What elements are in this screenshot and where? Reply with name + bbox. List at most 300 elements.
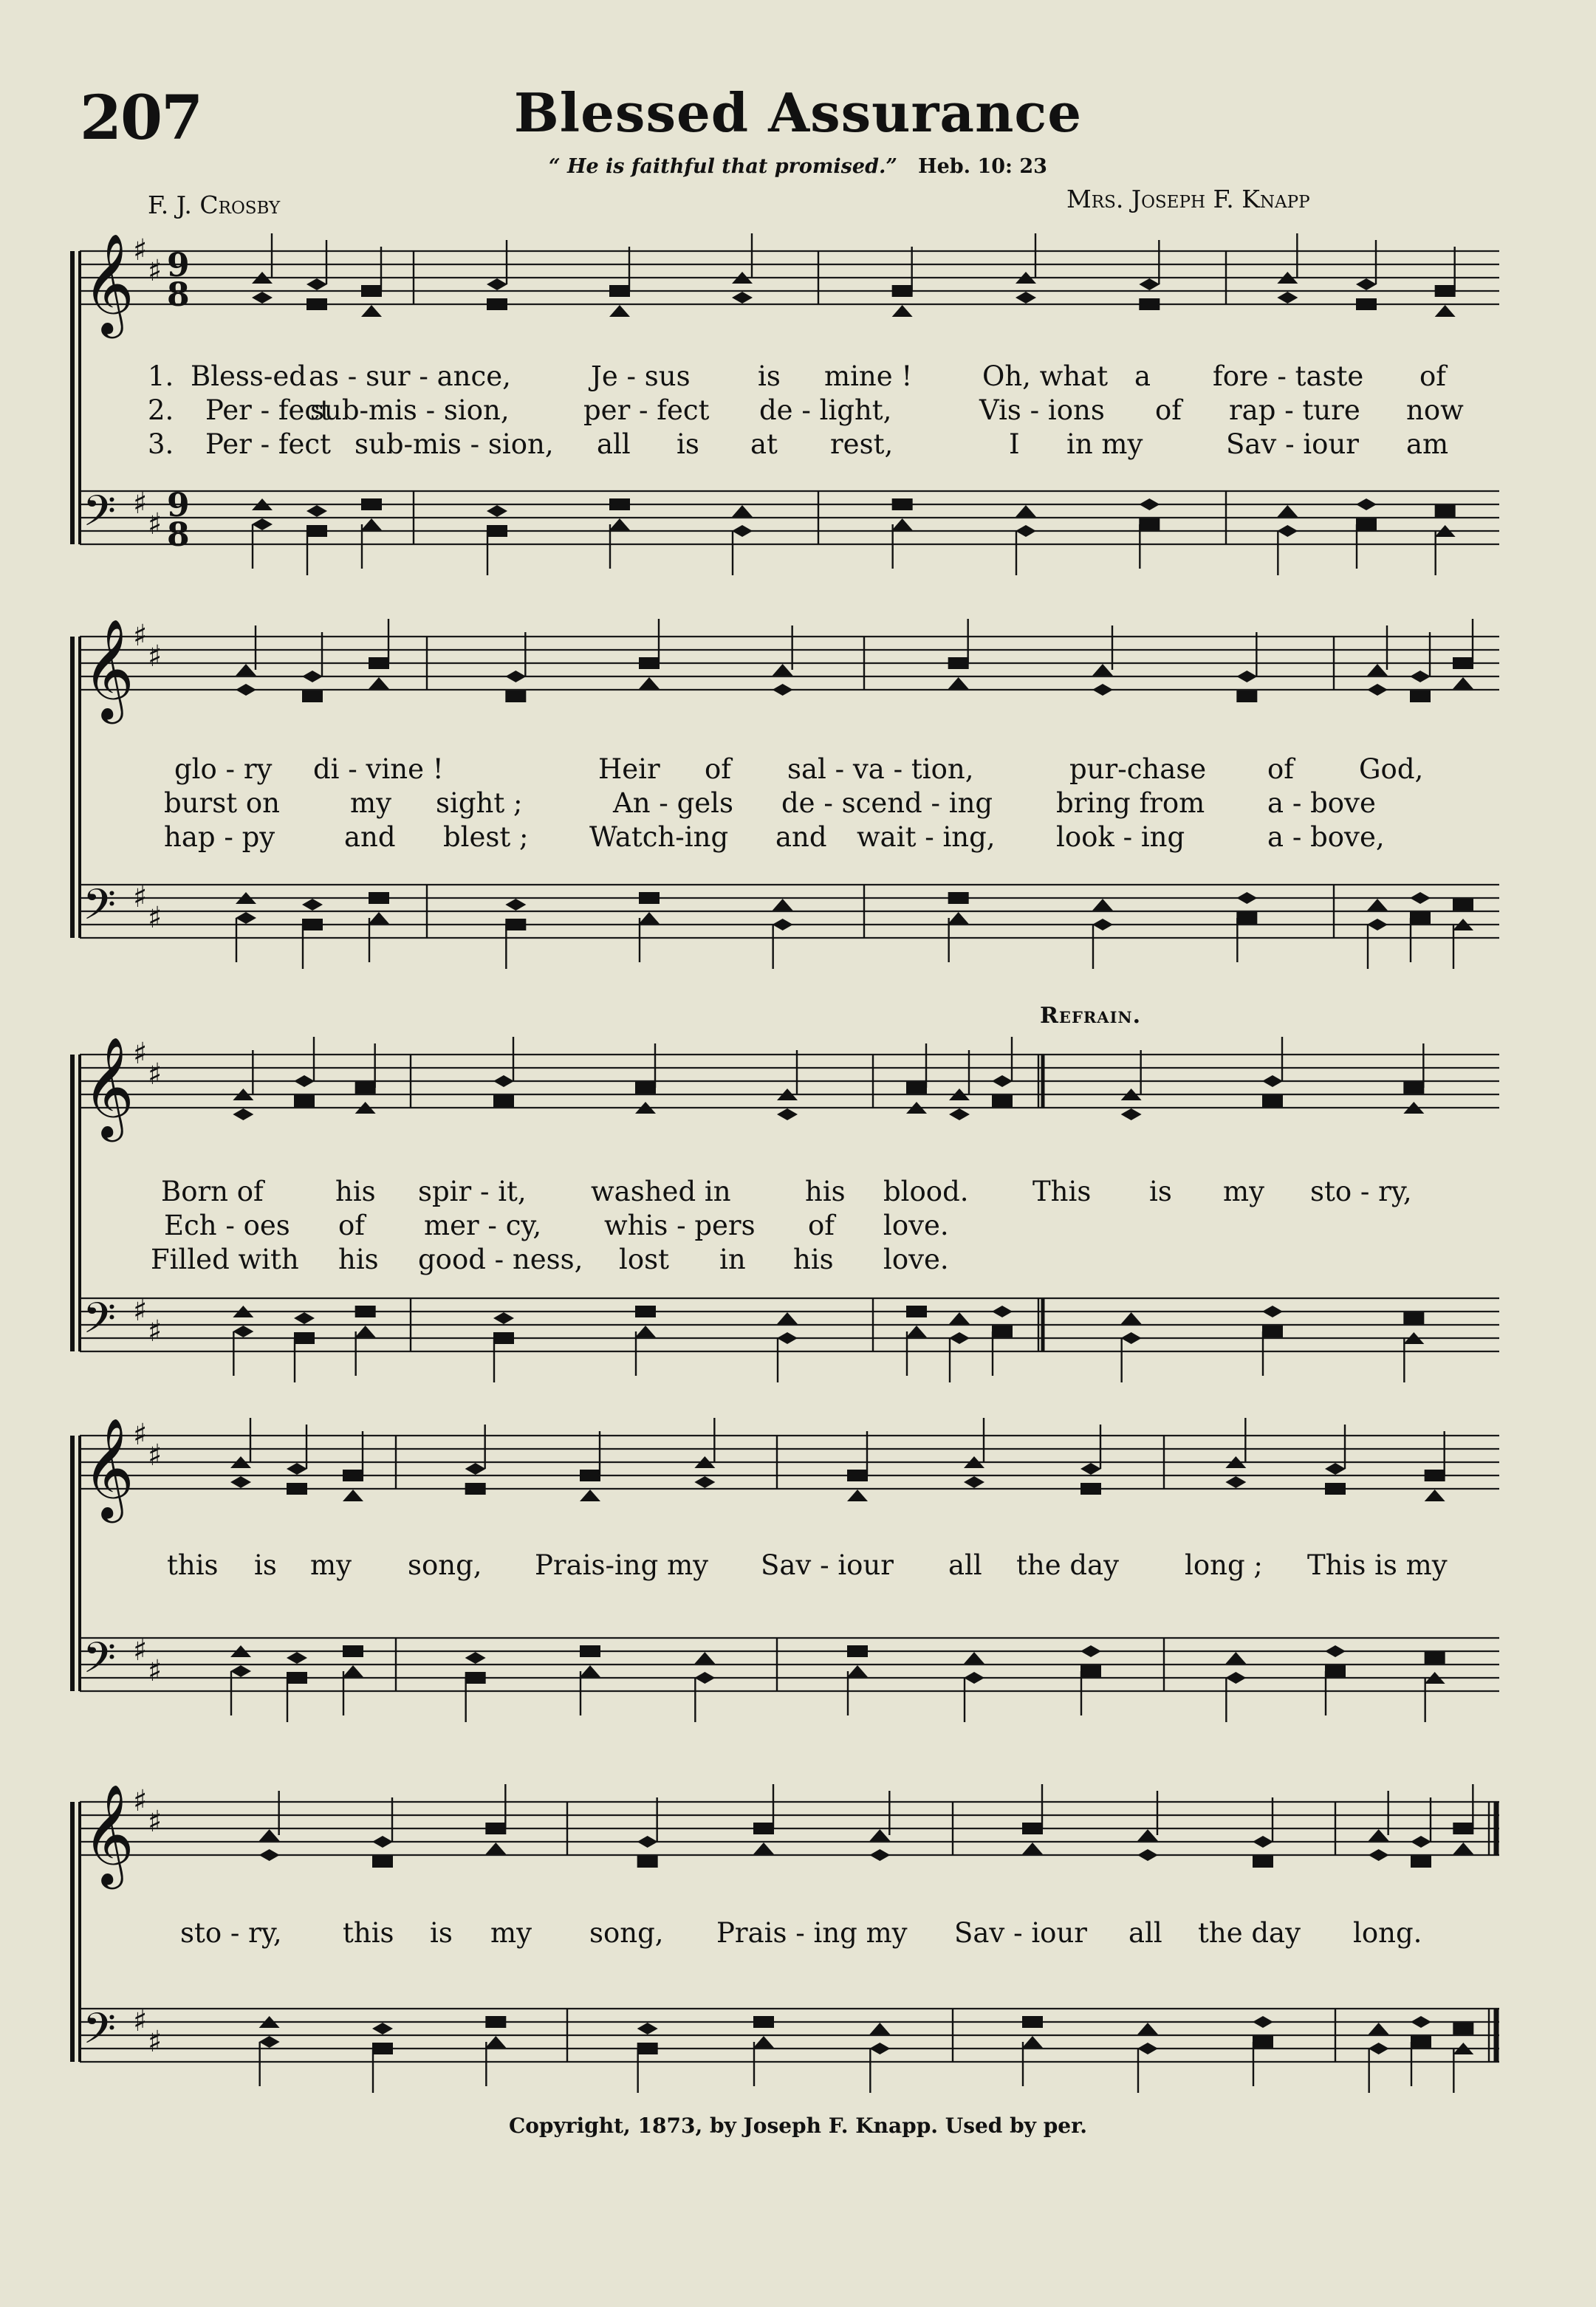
note-head (1253, 2016, 1273, 2028)
note-head (637, 2023, 658, 2035)
note-head (1411, 2016, 1431, 2028)
note-head (1356, 298, 1377, 310)
note-head (294, 1312, 315, 1324)
note-head (1356, 518, 1377, 530)
sharp-icon: ♯ (133, 1037, 148, 1071)
lyric-syllable: mer - cy, (424, 1210, 542, 1241)
note-head (906, 1306, 927, 1317)
note-head (1236, 892, 1257, 904)
lyric-syllable: of (338, 1210, 365, 1241)
lyric-syllable: the day (1016, 1549, 1120, 1581)
note-head (485, 1823, 506, 1834)
note-head (609, 305, 630, 317)
bass-clef-icon: 𝄢 (83, 2003, 117, 2064)
lyric-syllable: blood. (883, 1176, 969, 1207)
note-head (287, 1463, 307, 1475)
note-head (1225, 1672, 1246, 1684)
sharp-icon: ♯ (148, 2025, 162, 2059)
lyric-syllable: all (1128, 1917, 1162, 1949)
sharp-icon: ♯ (148, 507, 162, 541)
lyric-syllable: di - vine ! (313, 753, 444, 785)
note-head (753, 1842, 774, 1854)
note-head (992, 1095, 1013, 1107)
note-head (1092, 684, 1113, 696)
note-head (892, 285, 913, 297)
note-head (233, 1326, 253, 1337)
hymn-number: 207 (80, 83, 202, 154)
sharp-icon: ♯ (148, 640, 162, 673)
note-head (1325, 1665, 1346, 1677)
lyric-syllable: This is my (1307, 1549, 1448, 1581)
note-head (869, 2043, 890, 2054)
lyric-syllable: his (338, 1244, 379, 1275)
note-head (948, 677, 969, 689)
note-head (1367, 664, 1388, 676)
note-head (732, 292, 753, 304)
note-head (236, 664, 256, 676)
note-head (948, 657, 969, 669)
note-head (355, 1326, 376, 1337)
lyric-syllable: This (1032, 1176, 1092, 1207)
sharp-icon: ♯ (148, 901, 162, 935)
lyric-syllable: look - ing (1056, 821, 1185, 853)
note-head (609, 498, 630, 510)
lyric-syllable: a - bove (1267, 787, 1376, 819)
note-head (637, 1836, 658, 1848)
note-head (892, 498, 913, 510)
note-head (294, 1095, 315, 1107)
note-head (1016, 505, 1036, 517)
lyric-syllable: am (1406, 428, 1449, 460)
note-head (369, 657, 389, 669)
note-head (306, 505, 327, 517)
note-head (1367, 899, 1388, 911)
note-head (372, 2043, 393, 2054)
sharp-icon: ♯ (133, 880, 148, 914)
verse-number: 2. (148, 394, 174, 426)
bass-clef-icon: 𝄢 (83, 486, 117, 546)
note-head (732, 505, 753, 517)
note-head (465, 1463, 486, 1475)
note-head (1369, 2043, 1389, 2054)
note-head (580, 1470, 600, 1481)
note-head (639, 677, 660, 689)
lyric-syllable: blest ; (443, 821, 529, 853)
lyric-syllable: long. (1353, 1917, 1422, 1949)
note-head (287, 1672, 307, 1684)
note-head (1369, 2023, 1389, 2035)
note-head (753, 2016, 774, 2028)
lyricist-credit: F. J. Crosby (148, 191, 281, 219)
epigraph-quote: “ He is faithful that promised.” (549, 155, 897, 178)
note-head (1435, 505, 1456, 517)
lyric-syllable: Je - sus (591, 360, 691, 392)
lyric-syllable: Born of (161, 1176, 264, 1207)
note-head (892, 305, 913, 317)
note-head (1410, 892, 1431, 904)
note-head (1080, 1665, 1101, 1677)
note-head (1425, 1470, 1445, 1481)
note-head (1139, 298, 1160, 310)
note-head (1277, 505, 1298, 517)
note-head (1325, 1463, 1346, 1475)
note-head (1253, 1856, 1273, 1868)
lyric-syllable: his (793, 1244, 834, 1275)
note-head (1403, 1082, 1424, 1094)
note-head (361, 518, 382, 530)
treble-clef-icon: 𝄞 (83, 1416, 134, 1518)
note-head (493, 1332, 514, 1344)
note-head (1139, 278, 1160, 290)
lyric-syllable: Prais - ing my (716, 1917, 908, 1949)
note-head (1453, 657, 1473, 669)
note-head (1425, 1652, 1445, 1664)
lyric-syllable: Ech - oes (164, 1210, 290, 1241)
note-head (992, 1075, 1013, 1087)
lyric-syllable: Sav - iour (954, 1917, 1087, 1949)
note-head (635, 1082, 656, 1094)
note-head (777, 1332, 798, 1344)
note-head (302, 671, 323, 682)
lyric-syllable: love. (883, 1210, 949, 1241)
lyric-syllable: sto - ry, (180, 1917, 282, 1949)
sharp-icon: ♯ (148, 254, 162, 288)
note-head (306, 278, 327, 290)
lyric-syllable: per - fect (583, 394, 710, 426)
lyric-syllable: in my (1066, 428, 1143, 460)
lyric-syllable: song, (589, 1917, 664, 1949)
note-head (252, 518, 273, 530)
treble-clef-icon: 𝄞 (83, 1783, 134, 1885)
note-head (639, 892, 660, 904)
lyric-syllable: Sav - iour (761, 1549, 894, 1581)
note-head (964, 1652, 984, 1664)
sharp-icon: ♯ (148, 1057, 162, 1091)
sharp-icon: ♯ (133, 1784, 148, 1818)
note-head (1369, 1849, 1389, 1861)
lyric-syllable: sal - va - tion, (787, 753, 974, 785)
lyric-syllable: sight ; (436, 787, 523, 819)
note-head (343, 1490, 363, 1501)
lyric-syllable: love. (883, 1244, 949, 1275)
note-head (505, 919, 526, 930)
lyric-syllable: mine ! (824, 360, 913, 392)
sharp-icon: ♯ (133, 233, 148, 267)
note-head (1139, 518, 1160, 530)
lyric-syllable: God, (1359, 753, 1424, 785)
note-head (580, 1665, 600, 1677)
note-head (1453, 677, 1473, 689)
lyric-syllable: of (1155, 394, 1182, 426)
note-head (372, 1856, 393, 1868)
note-head (1411, 1836, 1431, 1848)
note-head (1016, 525, 1036, 537)
lyric-syllable: is (254, 1549, 277, 1581)
note-head (1092, 664, 1113, 676)
note-head (1356, 498, 1377, 510)
note-head (493, 1095, 514, 1107)
time-signature-top: 9 (167, 487, 190, 524)
sharp-icon: ♯ (148, 1314, 162, 1348)
lyric-syllable: in (719, 1244, 746, 1275)
sharp-icon: ♯ (148, 1439, 162, 1473)
lyric-syllable: my (490, 1917, 532, 1949)
note-head (1236, 671, 1257, 682)
note-head (1410, 671, 1431, 682)
note-head (306, 525, 327, 537)
note-head (465, 1652, 486, 1664)
note-head (1137, 1849, 1158, 1861)
lyric-syllable: Per - fect (205, 394, 332, 426)
note-head (892, 518, 913, 530)
note-head (505, 899, 526, 911)
lyric-syllable: long ; (1185, 1549, 1263, 1581)
note-head (1236, 690, 1257, 702)
lyric-syllable: sub-mis - sion, (310, 394, 510, 426)
note-head (361, 498, 382, 510)
note-head (302, 919, 323, 930)
note-head (773, 899, 793, 911)
note-head (236, 912, 256, 924)
note-head (1367, 919, 1388, 930)
note-head (343, 1665, 363, 1677)
note-head (753, 2036, 774, 2048)
lyric-syllable: lost (619, 1244, 669, 1275)
sharp-icon: ♯ (148, 1654, 162, 1688)
note-head (487, 525, 507, 537)
lyric-syllable: at (750, 428, 778, 460)
lyric-syllable: rest, (830, 428, 894, 460)
note-head (1367, 684, 1388, 696)
note-head (639, 657, 660, 669)
note-head (1236, 912, 1257, 924)
lyric-syllable: An - gels (613, 787, 733, 819)
note-head (964, 1672, 984, 1684)
note-head (230, 1665, 251, 1677)
lyric-syllable: all (948, 1549, 982, 1581)
note-head (505, 671, 526, 682)
note-head (485, 2016, 506, 2028)
note-head (259, 1829, 280, 1841)
note-head (847, 1665, 868, 1677)
treble-clef-icon: 𝄞 (83, 617, 134, 719)
note-head (1253, 2036, 1273, 2048)
sharp-icon: ♯ (133, 2004, 148, 2038)
note-head (992, 1306, 1013, 1317)
lyric-syllable: is (758, 360, 781, 392)
lyric-syllable: rap - ture (1229, 394, 1360, 426)
bass-clef-icon: 𝄢 (83, 1633, 117, 1693)
note-head (236, 684, 256, 696)
sharp-icon: ♯ (148, 1805, 162, 1839)
note-head (1016, 292, 1036, 304)
treble-clef-icon: 𝄞 (83, 232, 134, 334)
note-head (1022, 2016, 1043, 2028)
note-head (465, 1672, 486, 1684)
lyric-syllable: this (167, 1549, 219, 1581)
note-head (964, 1476, 984, 1488)
note-head (1121, 1332, 1142, 1344)
lyric-syllable: sto - ry, (1310, 1176, 1412, 1207)
note-head (465, 1483, 486, 1495)
verse-number: 3. (148, 428, 174, 460)
note-head (1022, 1842, 1043, 1854)
lyric-syllable: Heir (598, 753, 660, 785)
verse-number: 1. (148, 360, 174, 392)
note-head (1277, 292, 1298, 304)
sharp-icon: ♯ (133, 487, 148, 521)
lyric-syllable: of (1267, 753, 1294, 785)
note-head (361, 305, 382, 317)
note-head (635, 1326, 656, 1337)
note-head (294, 1332, 315, 1344)
note-head (487, 505, 507, 517)
note-head (355, 1306, 376, 1317)
note-head (1022, 1823, 1043, 1834)
note-head (609, 285, 630, 297)
note-head (992, 1326, 1013, 1337)
lyric-syllable: Filled with (151, 1244, 299, 1275)
note-head (485, 2036, 506, 2048)
lyric-syllable: whis - pers (604, 1210, 756, 1241)
note-head (948, 912, 969, 924)
lyric-syllable: as - sur - ance, (309, 360, 511, 392)
note-head (1137, 1829, 1158, 1841)
lyric-syllable: a - bove, (1267, 821, 1385, 853)
note-head (505, 690, 526, 702)
lyric-syllable: his (805, 1176, 846, 1207)
lyric-syllable: of (705, 753, 731, 785)
note-head (694, 1672, 715, 1684)
note-head (753, 1823, 774, 1834)
lyric-syllable: I (1009, 428, 1020, 460)
note-head (732, 525, 753, 537)
note-head (487, 298, 507, 310)
note-head (302, 690, 323, 702)
note-head (1325, 1645, 1346, 1657)
note-head (1411, 1856, 1431, 1868)
refrain-label: Refrain. (1040, 1003, 1142, 1029)
note-head (1225, 1476, 1246, 1488)
note-head (635, 1306, 656, 1317)
note-head (1453, 1823, 1473, 1834)
note-head (1080, 1463, 1101, 1475)
note-head (949, 1332, 970, 1344)
note-head (1325, 1483, 1346, 1495)
note-head (694, 1476, 715, 1488)
lyric-syllable: pur-chase (1069, 753, 1207, 785)
note-head (906, 1326, 927, 1337)
note-head (493, 1075, 514, 1087)
note-head (369, 892, 389, 904)
note-head (355, 1082, 376, 1094)
note-head (1022, 2036, 1043, 2048)
lyric-syllable: burst on (164, 787, 280, 819)
epigraph-reference: Heb. 10: 23 (918, 155, 1047, 178)
lyric-syllable: is (677, 428, 699, 460)
note-head (1411, 2036, 1431, 2048)
note-head (580, 1490, 600, 1501)
lyric-syllable: is (430, 1917, 453, 1949)
note-head (343, 1470, 363, 1481)
lyric-syllable: bring from (1056, 787, 1205, 819)
note-head (1121, 1108, 1142, 1120)
lyric-syllable: is (1149, 1176, 1172, 1207)
note-head (1137, 2043, 1158, 2054)
note-head (372, 1836, 393, 1848)
lyric-syllable: my (1223, 1176, 1264, 1207)
note-head (252, 292, 273, 304)
composer-credit: Mrs. Joseph F. Knapp (1066, 185, 1310, 213)
hymn-title: Blessed Assurance (513, 81, 1083, 144)
bass-clef-icon: 𝄢 (83, 1293, 117, 1354)
lyric-syllable: wait - ing, (857, 821, 996, 853)
note-head (1139, 498, 1160, 510)
lyric-syllable: Oh, what (982, 360, 1109, 392)
sharp-icon: ♯ (133, 1634, 148, 1667)
lyric-syllable: of (808, 1210, 835, 1241)
note-head (1253, 1836, 1273, 1848)
note-head (485, 1842, 506, 1854)
lyric-syllable: washed in (591, 1176, 731, 1207)
note-head (847, 1645, 868, 1657)
time-signature-bottom: 8 (167, 276, 190, 314)
lyric-syllable: my (310, 1549, 352, 1581)
note-head (847, 1490, 868, 1501)
note-head (306, 298, 327, 310)
lyric-syllable: Vis - ions (979, 394, 1105, 426)
lyric-syllable: the day (1198, 1917, 1301, 1949)
note-head (949, 1312, 970, 1324)
note-head (1121, 1312, 1142, 1324)
note-head (287, 1483, 307, 1495)
note-head (869, 1849, 890, 1861)
lyric-syllable: de - light, (759, 394, 892, 426)
note-head (287, 1652, 307, 1664)
note-head (1262, 1326, 1283, 1337)
note-head (1262, 1306, 1283, 1317)
note-head (343, 1645, 363, 1657)
note-head (948, 892, 969, 904)
note-head (1080, 1483, 1101, 1495)
note-head (777, 1312, 798, 1324)
lyric-syllable: Per - fect (205, 428, 332, 460)
note-head (1453, 2023, 1473, 2035)
note-head (493, 1312, 514, 1324)
lyric-syllable: Watch-ing (589, 821, 729, 853)
note-head (580, 1645, 600, 1657)
note-head (1435, 285, 1456, 297)
lyric-syllable: song, (408, 1549, 482, 1581)
note-head (847, 1470, 868, 1481)
lyric-syllable: good - ness, (418, 1244, 583, 1275)
note-head (639, 912, 660, 924)
note-head (869, 2023, 890, 2035)
note-head (637, 2043, 658, 2054)
note-head (1277, 525, 1298, 537)
lyric-syllable: Sav - iour (1226, 428, 1359, 460)
time-signature-top: 9 (167, 247, 190, 284)
note-head (259, 2036, 280, 2048)
note-head (1137, 2023, 1158, 2035)
note-head (1410, 690, 1431, 702)
note-head (949, 1108, 970, 1120)
note-head (1403, 1312, 1424, 1324)
lyric-syllable: fore - taste (1213, 360, 1364, 392)
bass-clef-icon: 𝄢 (83, 880, 117, 940)
note-head (1262, 1075, 1283, 1087)
note-head (294, 1075, 315, 1087)
